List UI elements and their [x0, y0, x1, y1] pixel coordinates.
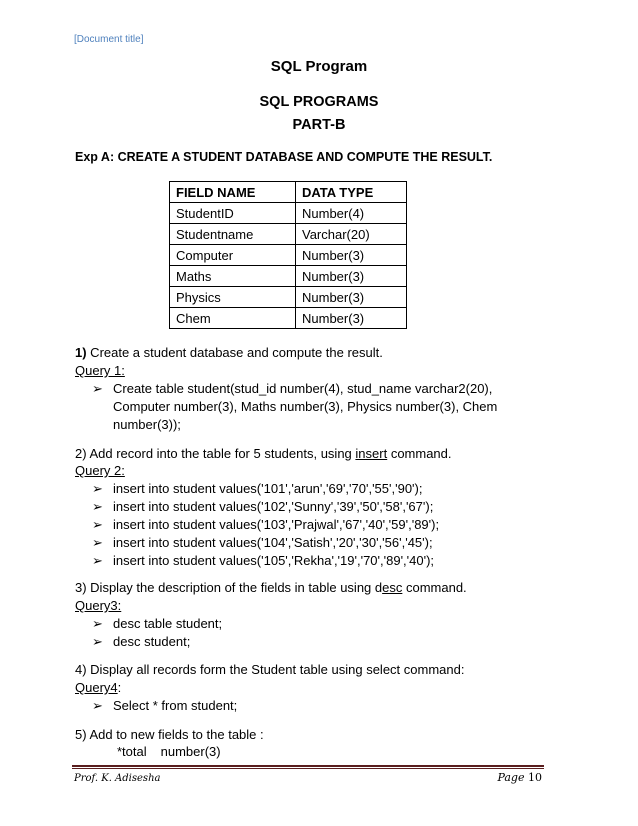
table-row — [170, 287, 407, 308]
step-description: 2) Add record into the table for 5 students, using — [75, 446, 356, 461]
step-number: 1) — [75, 345, 87, 360]
list-item — [92, 516, 532, 534]
query-list — [92, 697, 532, 715]
list-item-text: desc student; — [113, 634, 191, 649]
step-5-text: 5) Add to new fields to the table : — [75, 727, 264, 742]
field-name: *total — [117, 744, 147, 759]
query-label-row — [75, 680, 121, 695]
arrow-bullet-icon: ➢ — [92, 553, 103, 568]
table-row — [170, 224, 407, 245]
table-cell: Number(3) — [296, 245, 407, 266]
arrow-bullet-icon: ➢ — [92, 634, 103, 649]
table-row — [170, 266, 407, 287]
arrow-bullet-icon: ➢ — [92, 535, 103, 550]
query-list — [92, 480, 532, 570]
list-item — [92, 480, 532, 498]
query-label: Query 2: — [75, 463, 125, 478]
table-cell: Computer — [170, 245, 296, 266]
table-row — [170, 245, 407, 266]
arrow-bullet-icon: ➢ — [92, 381, 103, 396]
list-item-text: insert into student values('103','Prajwal','67','40','59','89'); — [113, 517, 440, 532]
step-description: Create a student database and compute the result. — [86, 345, 383, 360]
query-label-colon: : — [117, 680, 122, 695]
list-item — [92, 380, 532, 434]
step-2-text — [75, 446, 452, 461]
table-cell: Number(4) — [296, 203, 407, 224]
list-item-text: Create table student(stud_id number(4), stud_name varchar2(20), Computer number(3), Maths number(3), Physics number(3), Chem number(3)); — [113, 381, 498, 432]
step-description: 3) Display the description of the fields in table using d — [75, 580, 383, 595]
query-list — [92, 380, 532, 434]
page-label: Page — [497, 771, 525, 784]
footer-author: Prof. K. Adisesha — [74, 773, 161, 784]
step-description-end: command. — [402, 580, 467, 595]
keyword: esc — [382, 580, 403, 595]
table-cell: StudentID — [170, 203, 296, 224]
list-item-text: insert into student values('101','arun','69','70','55','90'); — [113, 481, 423, 496]
table-row — [170, 308, 407, 329]
list-item — [92, 615, 532, 633]
arrow-bullet-icon: ➢ — [92, 616, 103, 631]
table-cell: Physics — [170, 287, 296, 308]
experiment-heading: Exp A: CREATE A STUDENT DATABASE AND COMPUTE THE RESULT. — [75, 150, 493, 164]
footer-rule — [72, 765, 544, 767]
table-cell: Studentname — [170, 224, 296, 245]
step-3-text — [75, 580, 467, 595]
document-title-header: [Document title] — [74, 34, 144, 45]
field-spec — [117, 744, 221, 759]
query-label: Query3: — [75, 598, 122, 613]
table-cell: Number(3) — [296, 308, 407, 329]
table-cell: Number(3) — [296, 287, 407, 308]
list-item-text: desc table student; — [113, 616, 223, 631]
table-header-cell: DATA TYPE — [296, 182, 407, 203]
step-4-text: 4) Display all records form the Student table using select command: — [75, 662, 465, 677]
list-item-text: Select * from student; — [113, 698, 238, 713]
field-type-table — [169, 181, 407, 329]
table-header-row — [170, 182, 407, 203]
part-title: PART-B — [292, 117, 346, 133]
arrow-bullet-icon: ➢ — [92, 499, 103, 514]
table-cell: Number(3) — [296, 266, 407, 287]
query-label: Query 1: — [75, 363, 125, 378]
table-cell: Varchar(20) — [296, 224, 407, 245]
arrow-bullet-icon: ➢ — [92, 698, 103, 713]
list-item-text: insert into student values('102','Sunny','39','50','58','67'); — [113, 499, 434, 514]
query-list — [92, 615, 532, 651]
arrow-bullet-icon: ➢ — [92, 517, 103, 532]
page-num: 10 — [528, 771, 542, 784]
list-item-text: insert into student values('104','Satish','20','30','56','45'); — [113, 535, 433, 550]
list-item — [92, 697, 532, 715]
table-cell: Chem — [170, 308, 296, 329]
step-1-text — [75, 345, 383, 360]
footer-rule-thin — [72, 768, 544, 769]
list-item — [92, 534, 532, 552]
query-label: Query4 — [75, 680, 118, 695]
list-item — [92, 498, 532, 516]
table-cell: Maths — [170, 266, 296, 287]
table-header-cell: FIELD NAME — [170, 182, 296, 203]
step-description-end: command. — [387, 446, 452, 461]
arrow-bullet-icon: ➢ — [92, 481, 103, 496]
page-number — [497, 771, 542, 784]
list-item — [92, 552, 532, 570]
page-title: SQL Program — [270, 58, 368, 75]
table-row — [170, 203, 407, 224]
keyword: insert — [355, 446, 388, 461]
list-item-text: insert into student values('105','Rekha','19','70','89','40'); — [113, 553, 435, 568]
field-type: number(3) — [160, 744, 221, 759]
section-title: SQL PROGRAMS — [259, 94, 379, 110]
list-item — [92, 633, 532, 651]
